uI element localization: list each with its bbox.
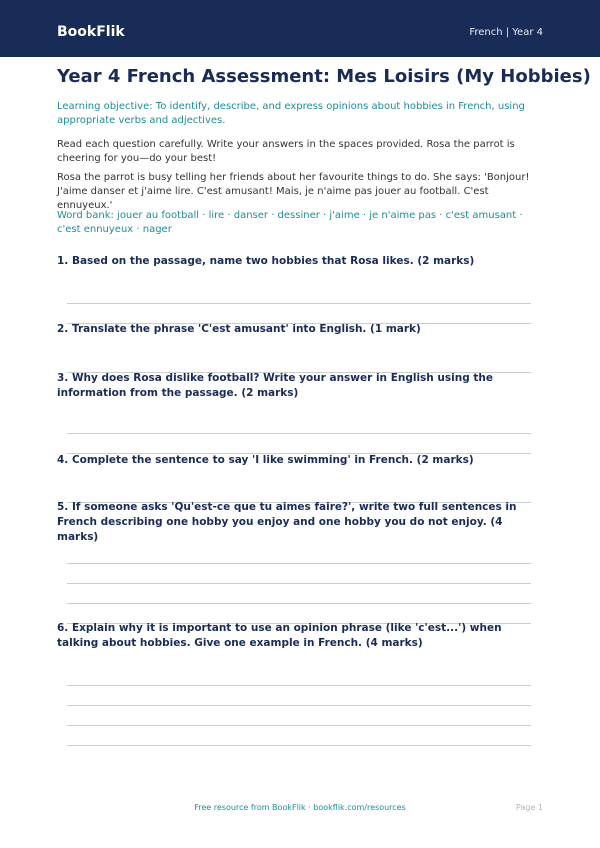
answer-line[interactable] [67,705,531,706]
header-bar [0,0,600,57]
reading-passage: Rosa the parrot is busy telling her friends about her favourite things to do. She says: 'Bonjour! J'aime danser et j'aime lire. C'est amusant! Mais, je n'aime pas jouer au football. C'est ennuyeux.' [57,172,530,211]
answer-line[interactable] [67,433,531,434]
footer-credit[interactable]: Free resource from BookFlik · bookflik.com/resources [194,803,406,812]
answer-line[interactable] [67,725,531,726]
question-2: 2. Translate the phrase 'C'est amusant' into English. (1 mark) [57,323,421,335]
answer-line[interactable] [67,603,531,604]
learning-objective: Learning objective: To identify, describe, and express opinions about hobbies in French, using appropriate verbs and adjectives. [57,101,525,126]
answer-line[interactable] [67,745,531,746]
answer-line[interactable] [67,583,531,584]
answer-line[interactable] [67,563,531,564]
brand-logo[interactable]: BookFlik [57,24,125,40]
subject-year-label: French | Year 4 [469,27,543,38]
question-3: 3. Why does Rosa dislike football? Write your answer in English using the information from the passage. (2 marks) [57,372,494,399]
question-5: 5. If someone asks 'Qu'est-ce que tu aimes faire?', write two full sentences in French describing one hobby you enjoy and one hobby you do not enjoy. (4 marks) [57,501,517,543]
word-bank: Word bank: jouer au football · lire · danser · dessiner · j'aime · je n'aime pas · c'est amusant · c'est ennuyeux · nager [57,210,523,235]
answer-line[interactable] [67,685,531,686]
question-4: 4. Complete the sentence to say 'I like swimming' in French. (2 marks) [57,454,474,466]
answer-line[interactable] [67,303,531,304]
question-6: 6. Explain why it is important to use an opinion phrase (like 'c'est...') when talking about hobbies. Give one example in French. (4 marks) [57,622,502,649]
instructions: Read each question carefully. Write your answers in the spaces provided. Rosa the parrot is cheering for you—do your best! [57,139,515,164]
page-number: Page 1 [516,803,543,812]
question-1: 1. Based on the passage, name two hobbies that Rosa likes. (2 marks) [57,255,475,267]
page-title: Year 4 French Assessment: Mes Loisirs (My Hobbies) [57,66,591,87]
